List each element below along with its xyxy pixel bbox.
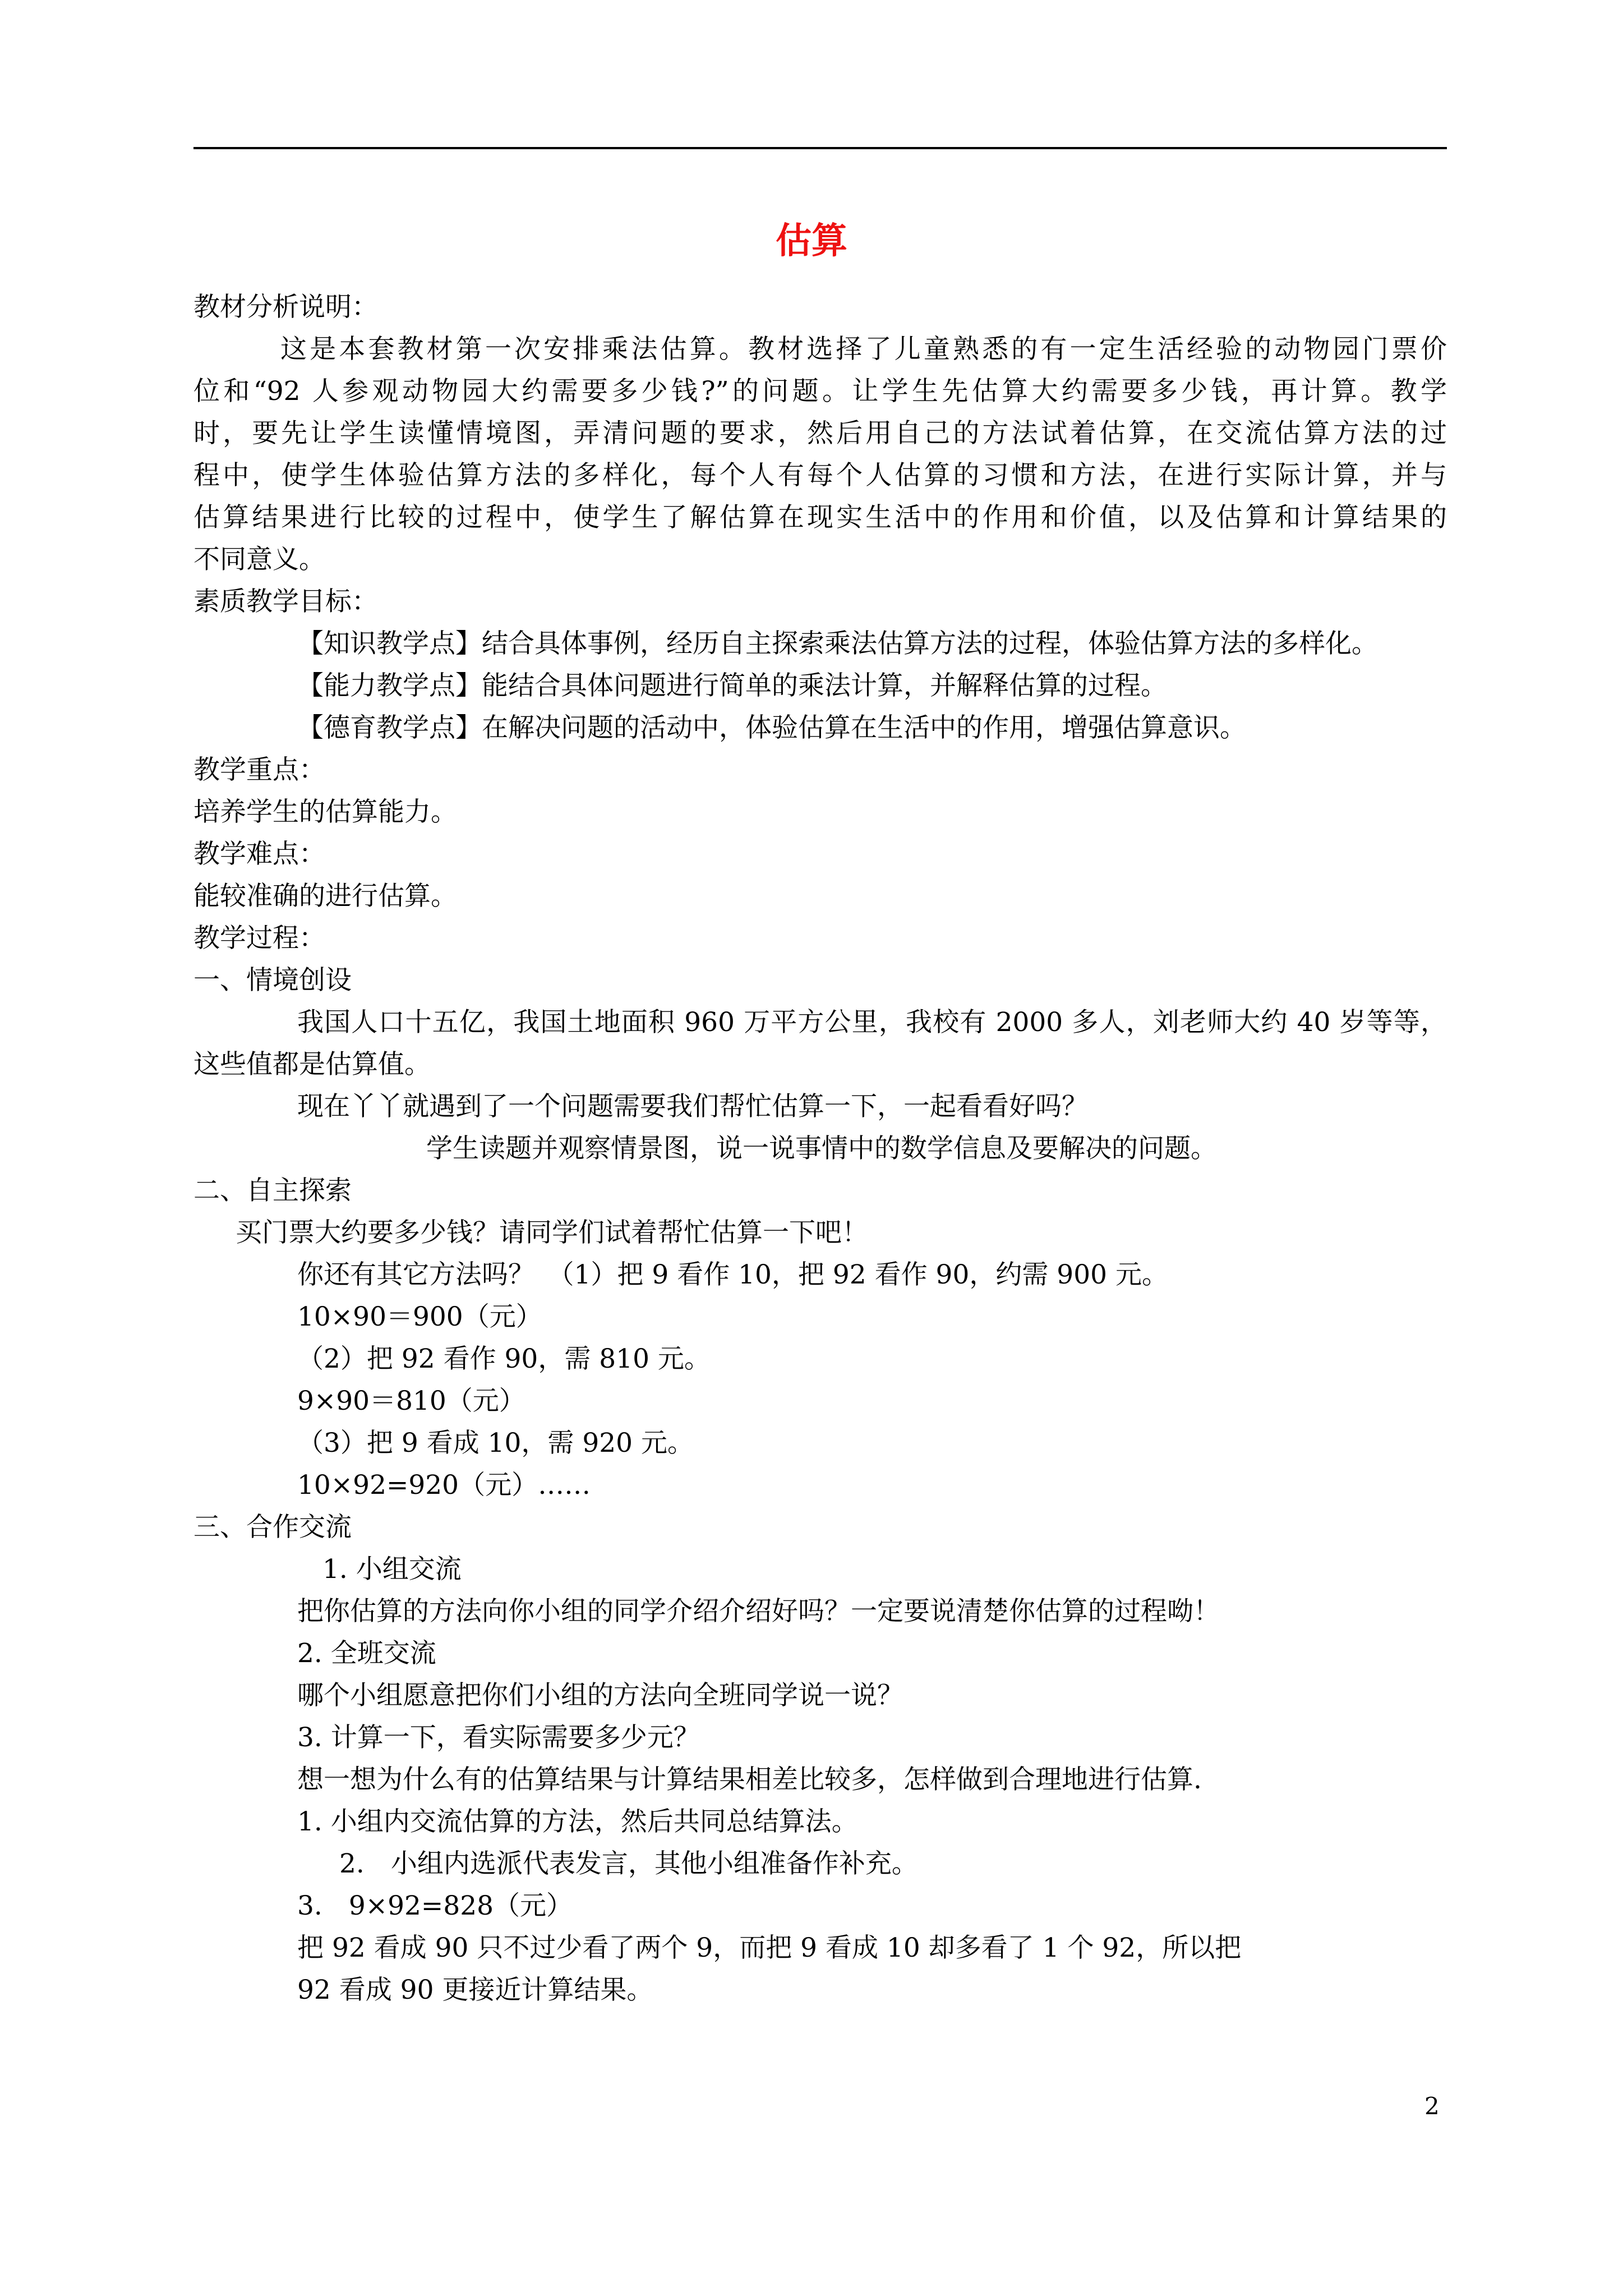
paragraph-line: 买门票大约要多少钱？请同学们试着帮忙估算一下吧！ (236, 1217, 868, 1248)
paragraph-line: （3）把 9 看成 10，需 920 元。 (297, 1428, 694, 1458)
section-heading: 一、情境创设 (193, 965, 352, 996)
equation-line: 9×90＝810（元） (297, 1386, 525, 1416)
paragraph-line: 你还有其它方法吗？ （1）把 9 看作 10，把 92 看作 90，约需 900 元。 (297, 1259, 1168, 1290)
paragraph-line: 培养学生的估算能力。 (193, 797, 457, 827)
paragraph-line: 估算结果进行比较的过程中，使学生了解估算在现实生活中的作用和价值，以及估算和计算结果的 (193, 502, 1447, 533)
header-rule (193, 147, 1447, 149)
paragraph-line: 把你估算的方法向你小组的同学介绍介绍好吗？一定要说清楚你估算的过程呦！ (297, 1596, 1220, 1627)
paragraph-line: 1. 小组交流 (322, 1554, 462, 1585)
paragraph-line: （2）把 92 看作 90，需 810 元。 (297, 1343, 711, 1374)
section-heading: 教材分析说明： (193, 292, 378, 323)
paragraph-line: 学生读题并观察情景图，说一说事情中的数学信息及要解决的问题。 (426, 1133, 1217, 1164)
section-heading: 教学难点： (193, 839, 325, 869)
paragraph-line: 位和“92 人参观动物园大约需要多少钱?”的问题。让学生先估算大约需要多少钱，再计算。教学 (193, 376, 1447, 407)
section-heading: 教学过程： (193, 923, 325, 954)
paragraph-line: 这些值都是估算值。 (193, 1049, 431, 1080)
paragraph-line: 把 92 看成 90 只不过少看了两个 9，而把 9 看成 10 却多看了 1 个 92，所以把 (297, 1932, 1242, 1963)
paragraph-line: 现在丫丫就遇到了一个问题需要我们帮忙估算一下，一起看看好吗？ (297, 1091, 1088, 1122)
equation-line: 10×92=920（元）…… (297, 1470, 591, 1501)
paragraph-line: 2. 小组内选派代表发言，其他小组准备作补充。 (339, 1848, 918, 1879)
paragraph-line: 程中，使学生体验估算方法的多样化，每个人有每个人估算的习惯和方法，在进行实际计算，并与 (193, 460, 1447, 491)
section-heading: 三、合作交流 (193, 1512, 352, 1543)
paragraph-line: 哪个小组愿意把你们小组的方法向全班同学说一说？ (297, 1680, 903, 1711)
page-title: 估算 (776, 220, 847, 262)
paragraph-line: 92 看成 90 更接近计算结果。 (297, 1975, 653, 2005)
paragraph-line: 3. 计算一下，看实际需要多少元？ (297, 1722, 700, 1753)
paragraph-line: 这是本套教材第一次安排乘法估算。教材选择了儿童熟悉的有一定生活经验的动物园门票价 (280, 334, 1447, 365)
paragraph-line: 2. 全班交流 (297, 1638, 436, 1669)
section-heading: 二、自主探索 (193, 1175, 352, 1206)
goal-knowledge: 【知识教学点】结合具体事例，经历自主探索乘法估算方法的过程，体验估算方法的多样化。 (297, 628, 1378, 659)
equation-line: 3. 9×92=828（元） (297, 1890, 573, 1921)
goal-moral: 【德育教学点】在解决问题的活动中，体验估算在生活中的作用，增强估算意识。 (297, 712, 1246, 743)
equation-line: 10×90＝900（元） (297, 1301, 542, 1332)
section-heading: 教学重点： (193, 754, 325, 785)
paragraph-line: 不同意义。 (193, 544, 325, 575)
paragraph-line: 时，要先让学生读懂情境图，弄清问题的要求，然后用自己的方法试着估算，在交流估算方法的过 (193, 418, 1447, 449)
section-heading: 素质教学目标： (193, 586, 378, 617)
goal-ability: 【能力教学点】能结合具体问题进行简单的乘法计算，并解释估算的过程。 (297, 670, 1167, 701)
paragraph-line: 1. 小组内交流估算的方法，然后共同总结算法。 (297, 1806, 858, 1837)
page-number: 2 (1424, 2092, 1440, 2120)
paragraph-line: 想一想为什么有的估算结果与计算结果相差比较多，怎样做到合理地进行估算. (297, 1764, 1202, 1795)
paragraph-line: 我国人口十五亿，我国土地面积 960 万平方公里，我校有 2000 多人，刘老师大约 40 岁等等， (297, 1007, 1447, 1038)
paragraph-line: 能较准确的进行估算。 (193, 881, 457, 912)
